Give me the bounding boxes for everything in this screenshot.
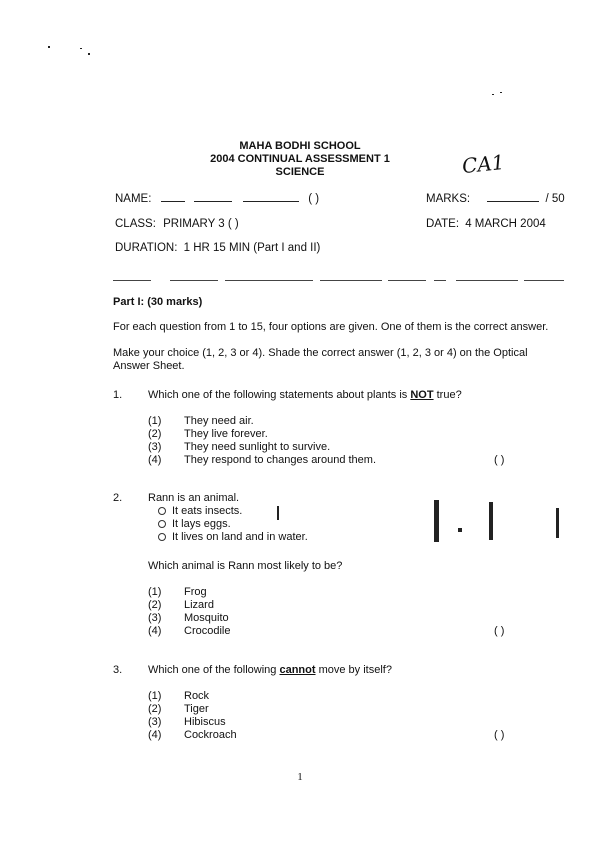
question-2-facts xyxy=(158,505,308,544)
option-text: Frog xyxy=(184,586,207,598)
handwritten-code: CA1 xyxy=(460,149,506,179)
date-value: 4 MARCH 2004 xyxy=(465,218,546,230)
question-3-stem-text: Which one of the following xyxy=(148,664,280,676)
question-2-stem: Which animal is Rann most likely to be? xyxy=(148,560,343,572)
scan-artifact xyxy=(458,528,462,532)
option-number: (4) xyxy=(148,454,162,466)
scan-speck xyxy=(80,48,82,49)
scan-speck xyxy=(492,94,494,95)
name-field xyxy=(115,192,319,205)
scan-speck xyxy=(88,53,90,55)
fact-item xyxy=(158,531,308,544)
option xyxy=(148,428,376,441)
option-number: (2) xyxy=(148,703,162,715)
class-label: CLASS: xyxy=(115,218,156,230)
option-text: Cockroach xyxy=(184,729,237,741)
date-label: DATE: xyxy=(426,218,460,230)
bullet-icon xyxy=(158,520,166,528)
assessment-title: 2004 CONTINUAL ASSESSMENT 1 xyxy=(210,153,390,165)
separator-line xyxy=(113,280,151,281)
option xyxy=(148,599,230,612)
bullet-icon xyxy=(158,507,166,515)
class-value: PRIMARY 3 ( ) xyxy=(163,218,239,230)
subject-title: SCIENCE xyxy=(275,166,325,178)
separator-line xyxy=(524,280,564,281)
separator-line xyxy=(225,280,313,281)
option xyxy=(148,703,237,716)
marks-blank xyxy=(487,192,539,202)
name-blank xyxy=(243,192,299,202)
option-text: Hibiscus xyxy=(184,716,226,728)
question-3-options xyxy=(148,690,237,742)
scan-artifact xyxy=(489,502,493,540)
separator-line xyxy=(320,280,382,281)
fact-text: It lives on land and in water. xyxy=(172,531,308,543)
fact-item xyxy=(158,505,308,518)
scan-artifact xyxy=(277,506,279,520)
option-number: (4) xyxy=(148,625,162,637)
scan-speck xyxy=(500,92,502,93)
marks-total: / 50 xyxy=(545,193,565,205)
question-3-stem-text: move by itself? xyxy=(315,664,392,676)
option-number: (1) xyxy=(148,690,162,702)
name-blank xyxy=(194,192,232,202)
instructions-2: Make your choice (1, 2, 3 or 4). Shade the correct answer (1, 2, 3 or 4) on the Optical Answer Sheet. xyxy=(113,347,528,372)
option xyxy=(148,625,230,638)
separator-line xyxy=(434,280,446,281)
question-1-number: 1. xyxy=(113,389,123,401)
option-text: Rock xyxy=(184,690,210,702)
instructions-1: For each question from 1 to 15, four options are given. One of them is the correct answer. xyxy=(113,321,549,333)
question-3-answer-bracket: ( ) xyxy=(494,729,505,741)
scan-artifact xyxy=(556,508,559,538)
marks-label: MARKS: xyxy=(426,193,471,205)
option-text: Tiger xyxy=(184,703,209,715)
question-3-stem xyxy=(148,664,392,677)
question-2-options xyxy=(148,586,230,638)
option-text: Lizard xyxy=(184,599,214,611)
option-number: (3) xyxy=(148,716,162,728)
question-3-emphasis: cannot xyxy=(279,664,316,676)
option-number: (2) xyxy=(148,428,162,440)
class-field xyxy=(115,218,239,230)
option-text: They live forever. xyxy=(184,428,268,440)
option-number: (3) xyxy=(148,612,162,624)
fact-text: It eats insects. xyxy=(172,505,243,517)
option xyxy=(148,612,230,625)
scan-artifact xyxy=(434,500,439,542)
option-number: (2) xyxy=(148,599,162,611)
question-1-stem-text: Which one of the following statements about plants is xyxy=(148,389,411,401)
option xyxy=(148,586,230,599)
scan-speck xyxy=(48,46,50,48)
option-text: They need air. xyxy=(184,415,254,427)
option xyxy=(148,716,237,729)
marks-field xyxy=(426,192,565,205)
duration-label: DURATION: xyxy=(115,242,178,254)
duration-field xyxy=(115,242,320,254)
name-blank xyxy=(161,192,185,202)
option-text: Mosquito xyxy=(184,612,229,624)
school-name: MAHA BODHI SCHOOL xyxy=(239,140,361,152)
separator-line xyxy=(170,280,218,281)
question-1-answer-bracket: ( ) xyxy=(494,454,505,466)
question-2-number: 2. xyxy=(113,492,123,504)
question-2-intro: Rann is an animal. xyxy=(148,492,240,504)
option-number: (3) xyxy=(148,441,162,453)
fact-item xyxy=(158,518,308,531)
separator-line xyxy=(456,280,518,281)
register-bracket: ( ) xyxy=(308,193,320,205)
page-number: 1 xyxy=(297,771,303,783)
option-text: Crocodile xyxy=(184,625,231,637)
option-number: (1) xyxy=(148,415,162,427)
separator-line xyxy=(388,280,426,281)
question-3-number: 3. xyxy=(113,664,123,676)
question-1-stem-text: true? xyxy=(433,389,462,401)
name-label: NAME: xyxy=(115,193,152,205)
option-number: (4) xyxy=(148,729,162,741)
option-text: They respond to changes around them. xyxy=(184,454,377,466)
question-2-answer-bracket: ( ) xyxy=(494,625,505,637)
option xyxy=(148,454,376,467)
bullet-icon xyxy=(158,533,166,541)
question-1-stem xyxy=(148,389,462,402)
option xyxy=(148,729,237,742)
option-number: (1) xyxy=(148,586,162,598)
question-1-options xyxy=(148,415,376,467)
option xyxy=(148,690,237,703)
duration-value: 1 HR 15 MIN (Part I and II) xyxy=(183,242,321,254)
option-text: They need sunlight to survive. xyxy=(184,441,331,453)
option xyxy=(148,441,376,454)
part-title: Part I: (30 marks) xyxy=(113,296,203,308)
option xyxy=(148,415,376,428)
date-field xyxy=(426,218,546,230)
fact-text: It lays eggs. xyxy=(172,518,231,530)
question-1-emphasis: NOT xyxy=(410,389,434,401)
